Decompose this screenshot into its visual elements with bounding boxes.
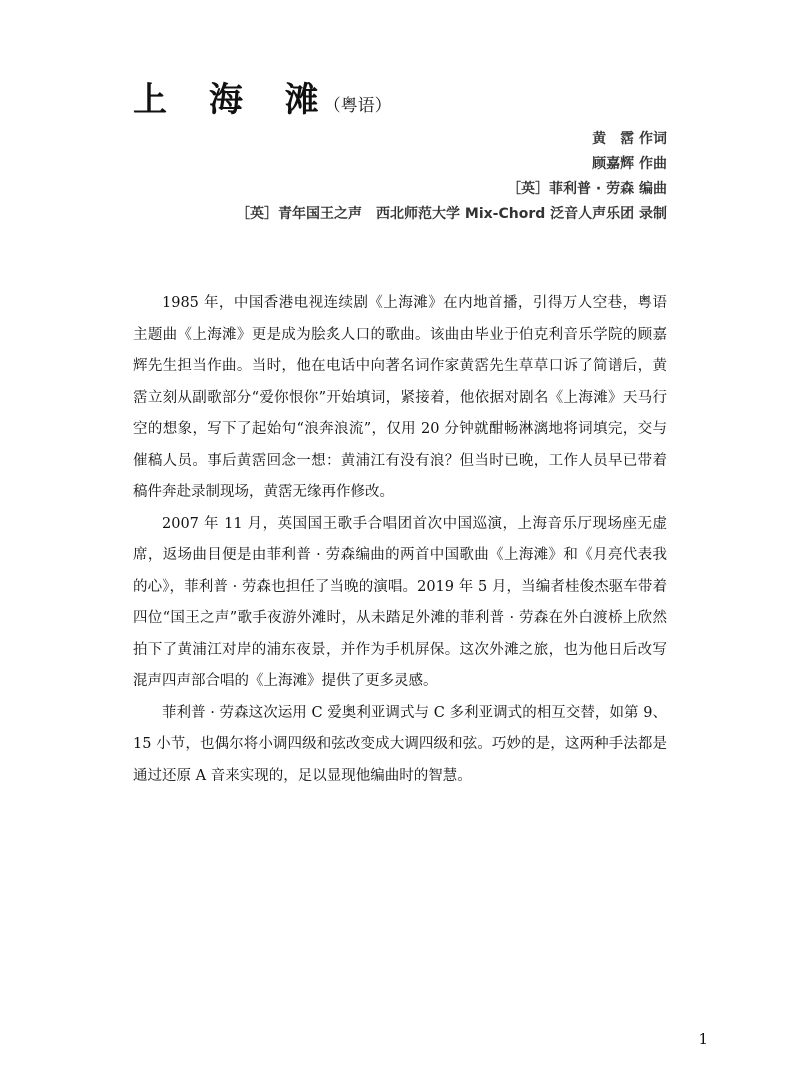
- paragraph: 1985 年，中国香港电视连续剧《上海滩》在内地首播，引得万人空巷，粤语主题曲《上海滩》更是成为脍炙人口的歌曲。该曲由毕业于伯克利音乐学院的顾嘉辉先生担当作曲。当时，他在电话中向著名词作家黄霑先生草草口诉了简谱后，黄霑立刻从副歌部分“爱你恨你”开始填词，紧接着，他依据对剧名《上海滩》天马行空的想象，写下了起始句“浪奔浪流”，仅用 20 分钟就酣畅淋漓地将词填完，交与催稿人员。事后黄霑回念一想：黄浦江有没有浪？但当时已晚，工作人员早已带着稿件奔赴录制现场，黄霑无缘再作修改。: [133, 295, 667, 500]
- credit-arranger: ［英］菲利普 · 劳森 编曲: [507, 181, 667, 197]
- credit-recording: ［英］青年国王之声 西北师范大学 Mix-Chord 泛音人声乐团 录制: [236, 206, 667, 222]
- credits-block: [107, 127, 667, 227]
- paragraph: 菲利普 · 劳森这次运用 C 爱奥利亚调式与 C 多利亚调式的相互交替，如第 9、15 小节，也偶尔将小调四级和弦改变成大调四级和弦。巧妙的是，这两种手法都是通过还原 A 音来实现的，足以显现他编曲时的智慧。: [133, 704, 667, 784]
- song-language-note: （粤语）: [323, 96, 392, 116]
- page-number: 1: [698, 1030, 708, 1048]
- body-text: [133, 288, 667, 792]
- song-title: 上 海 滩: [133, 80, 334, 120]
- paragraph: 2007 年 11 月，英国国王歌手合唱团首次中国巡演，上海音乐厅现场座无虚席，返场曲目便是由菲利普 · 劳森编曲的两首中国歌曲《上海滩》和《月亮代表我的心》，菲利普 · 劳森也担任了当晚的演唱。2019 年 5 月，当编者桂俊杰驱车带着四位“国王之声”歌手夜游外滩时，从未踏足外滩的菲利普 · 劳森在外白渡桥上欣然拍下了黄浦江对岸的浦东夜景，并作为手机屏保。这次外滩之旅，也为他日后改写混声四声部合唱的《上海滩》提供了更多灵感。: [133, 515, 667, 689]
- credit-composer: 顾嘉辉 作曲: [592, 156, 667, 172]
- credit-lyricist: 黄 霑 作词: [592, 131, 667, 147]
- song-title-row: [133, 72, 392, 121]
